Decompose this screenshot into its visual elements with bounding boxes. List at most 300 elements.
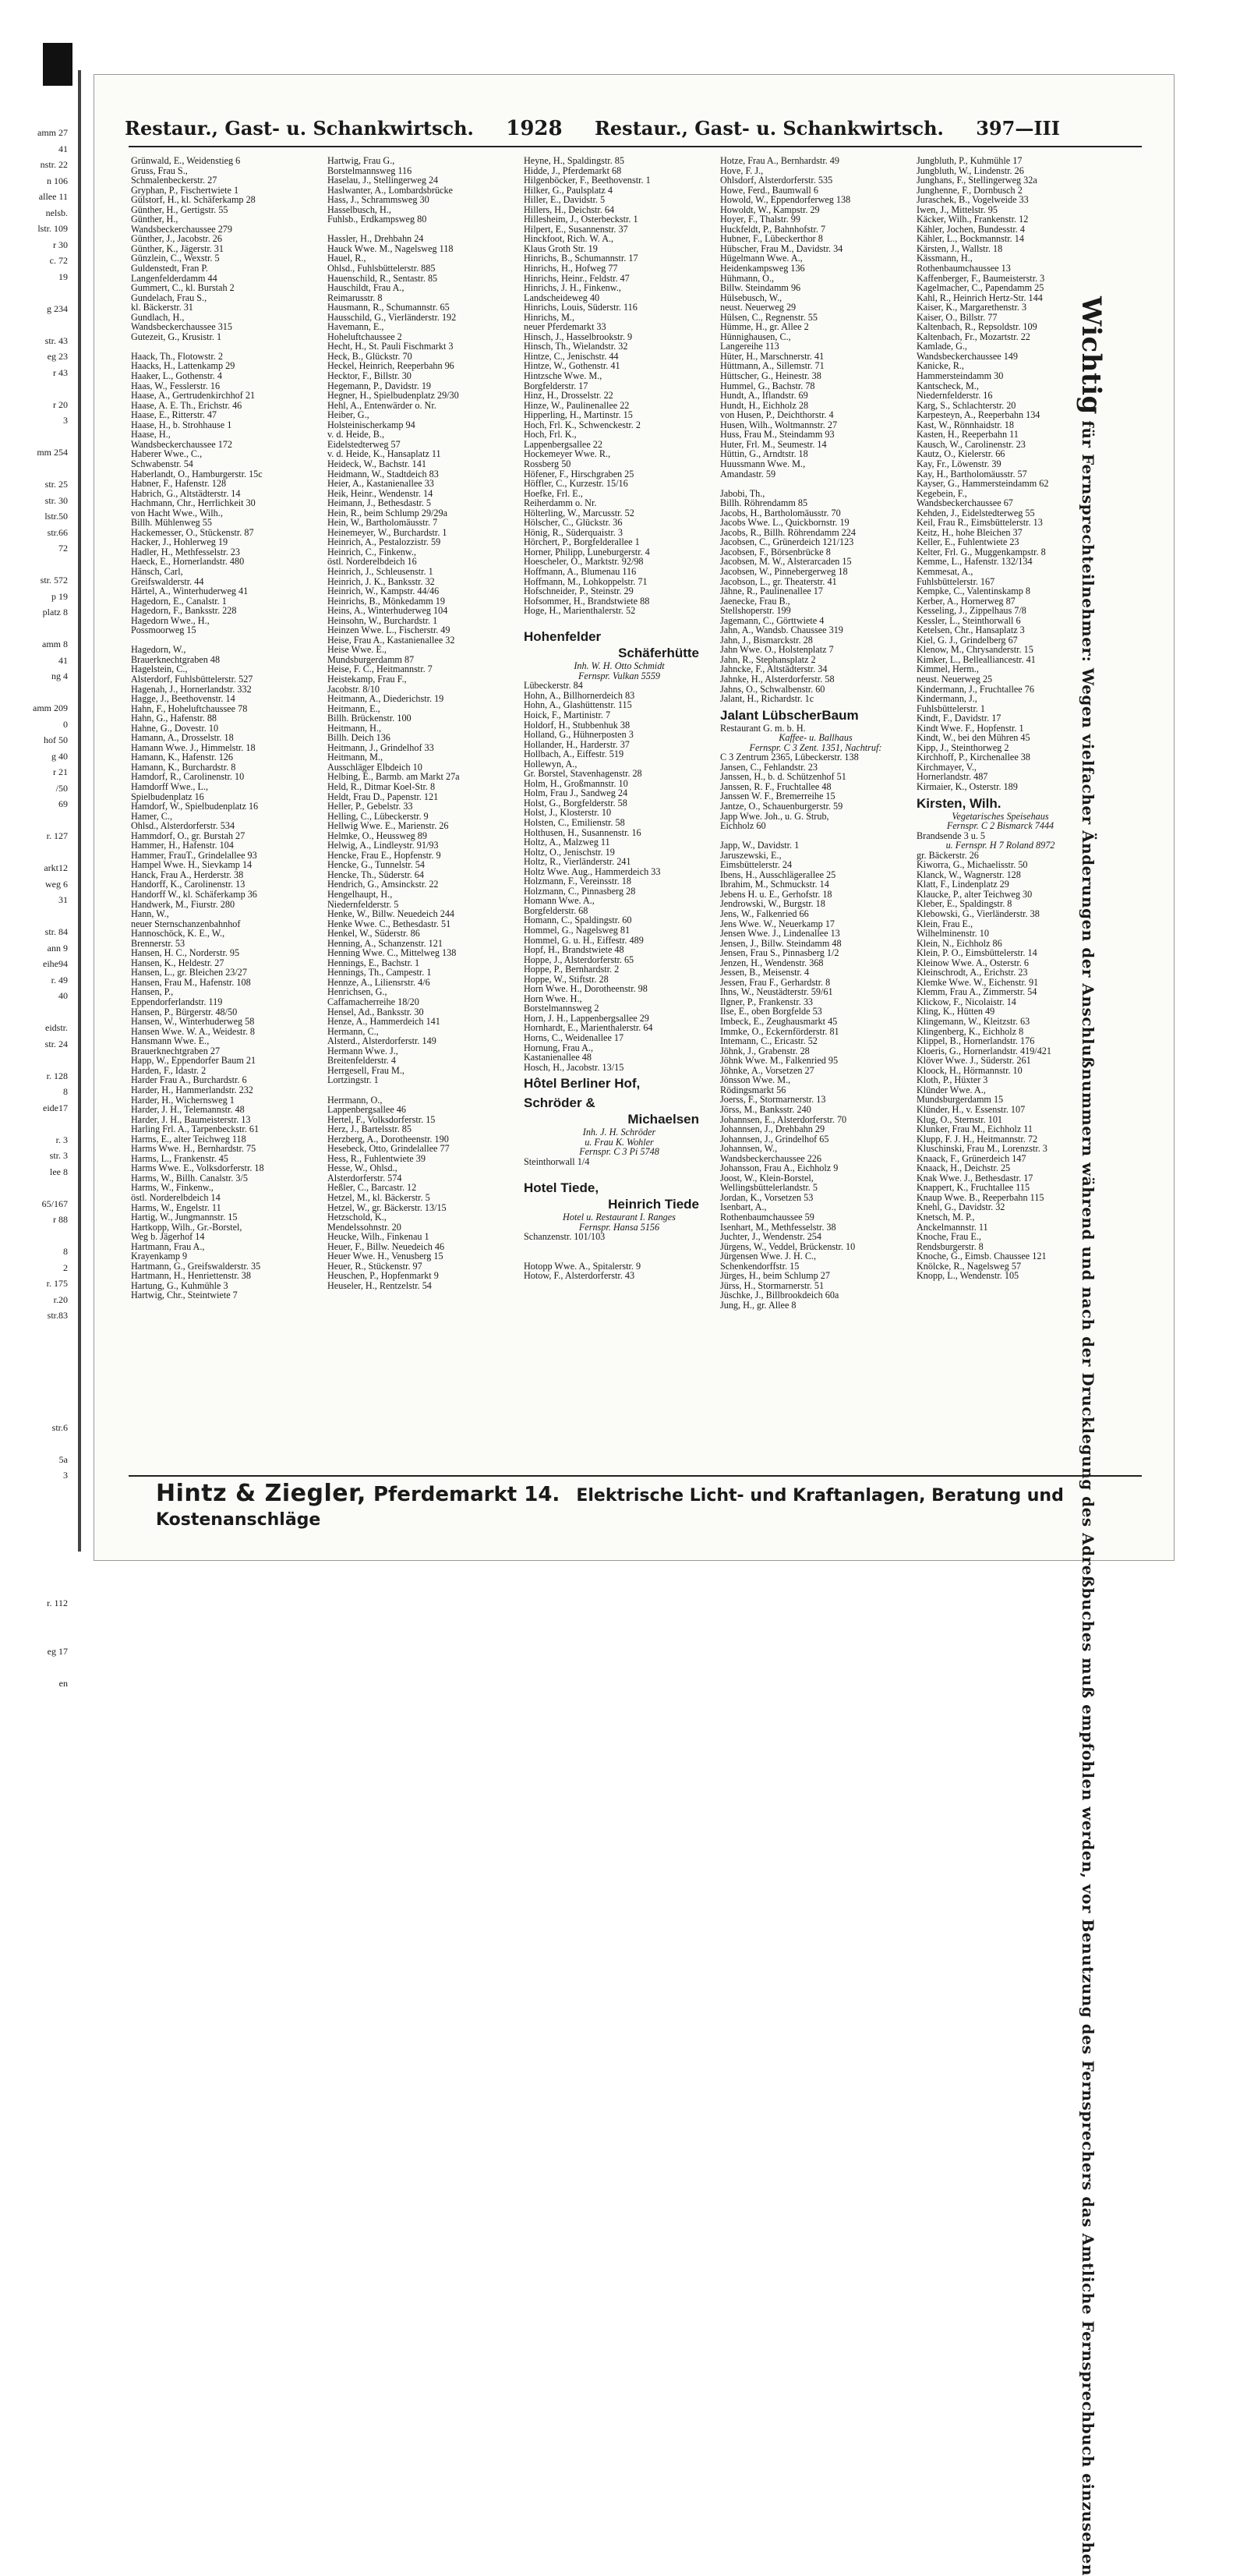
directory-entry: Kemmesat, A.,	[917, 565, 973, 577]
directory-entry: Borstelmannsweg 2	[524, 1003, 599, 1014]
directory-entry: Hadler, H., Methfesselstr. 23	[131, 546, 240, 557]
directory-entry: u. Fernspr. H 7 Roland 8972	[945, 840, 1055, 851]
directory-entry: Klein, P. O., Eimsbüttelerstr. 14	[917, 947, 1037, 959]
directory-entry: Inh. W. H. Otto Schmidt	[574, 660, 665, 672]
directory-entry: Hove, F. J.,	[720, 165, 764, 176]
directory-entry: Knopp, L., Wendenstr. 105	[917, 1270, 1019, 1282]
directory-entry: Grünwald, E., Weidenstieg 6	[131, 155, 241, 166]
directory-entry: neuer Pferdemarkt 33	[524, 321, 606, 333]
directory-entry: Hann, W.,	[131, 908, 169, 920]
directory-entry: Hannoschöck, K. E., W.,	[131, 928, 225, 939]
adjacent-page-fragment: r. 175	[46, 1278, 68, 1289]
directory-entry: kl. Bäckerstr. 31	[131, 302, 193, 313]
directory-entry: Heimann, J., Bethesdastr. 5	[327, 497, 432, 509]
directory-entry: Hohn, A., Glashüttenstr. 115	[524, 699, 632, 711]
adjacent-page-fragment: ng 4	[51, 671, 68, 681]
directory-entry: Hüter, H., Marschnerstr. 41	[720, 350, 825, 362]
adjacent-page-fragment: r 30	[53, 239, 68, 250]
directory-entry: Heise Wwe. E.,	[327, 644, 387, 656]
directory-entry: Hesse, W., Ohlsd.,	[327, 1162, 397, 1174]
directory-entry: Hülsen, C., Regnenstr. 55	[720, 311, 818, 323]
directory-entry: Jöhnk Wwe. M., Falkenried 95	[720, 1055, 839, 1067]
directory-entry: Hoick, F., Martinistr. 7	[524, 709, 611, 720]
directory-entry: gr. Bäckerstr. 26	[917, 849, 979, 861]
directory-entry: Jahn, J., Bismarckstr. 28	[720, 634, 813, 646]
directory-entry: Handorff, K., Carolinenstr. 13	[131, 879, 246, 890]
directory-entry: Haselau, J., Stellingerweg 24	[327, 175, 439, 186]
directory-entry: Hohn, A., Billhornerdeich 83	[524, 689, 635, 701]
directory-entry: Hollewyn, A.,	[524, 758, 578, 770]
directory-entry: Hoescheler, O., Marktstr. 92/98	[524, 556, 644, 568]
directory-entry: Stellshoperstr. 199	[720, 605, 791, 617]
adjacent-page-fragment: p 19	[51, 590, 68, 602]
directory-entry: Jöhnk, J., Grabenstr. 28	[720, 1045, 810, 1056]
directory-entry: Jabobi, Th.,	[720, 487, 765, 499]
adjacent-page-fragment: str.83	[47, 1310, 68, 1321]
footer-rule	[129, 1475, 1142, 1477]
directory-entry: Kausch, W., Carolinenstr. 23	[917, 438, 1026, 450]
adjacent-page-fragment: g 40	[51, 750, 68, 762]
directory-entry: Possmoorweg 15	[131, 625, 196, 636]
directory-entry: Henning, A., Schanzenstr. 121	[327, 937, 443, 949]
adjacent-page-fragment: eg 17	[47, 1645, 68, 1657]
header-left: Restaur., Gast- u. Schankwirtsch.	[125, 117, 474, 140]
directory-entry: Harder, J. H., Baumeisterstr. 13	[131, 1113, 251, 1125]
directory-entry: Johannsen, W.,	[720, 1143, 778, 1155]
directory-entry: Jacobs, R., Billh. Röhrendamm 224	[720, 526, 856, 538]
adjacent-page-fragment	[0, 380, 74, 397]
directory-entry: Jahn Wwe. O., Holstenplatz 7	[720, 644, 834, 656]
directory-entry: Langereihe 113	[720, 341, 779, 352]
adjacent-page-fragment: r.20	[53, 1293, 68, 1305]
directory-entry: Harms Wwe. E., Volksdorferstr. 18	[131, 1162, 264, 1174]
adjacent-page-fragment: 8	[63, 1246, 68, 1257]
directory-entry: Hencke, Frau E., Hopfenstr. 9	[327, 849, 441, 861]
directory-entry: Hansen, W., Winterhuderweg 58	[131, 1016, 255, 1028]
directory-entry: Hausschild, G., Vierländerstr. 192	[327, 311, 457, 323]
directory-entry: Ohlsdorf, Alsterdorferstr. 535	[720, 175, 833, 186]
directory-entry: Japp Wwe. Joh., u. G. Strub,	[720, 810, 829, 822]
directory-entry: Mendelssohnstr. 20	[327, 1221, 401, 1233]
directory-entry: neust. Neuerweg 29	[720, 302, 797, 313]
adjacent-page-fragment: eg 23	[47, 351, 68, 362]
directory-entry: Heistekamp, Frau F.,	[327, 673, 407, 685]
directory-entry: Landscheideweg 40	[524, 292, 600, 303]
directory-entry: Holdorf, H., Stubbenhuk 38	[524, 719, 631, 731]
directory-entry: Hänsch, Carl,	[131, 565, 183, 577]
adjacent-page-fragment	[0, 1531, 74, 1548]
directory-entry: Ohlsd., Fuhlsbüttelerstr. 885	[327, 263, 436, 274]
directory-entry: Holst, J., Klosterstr. 10	[524, 807, 612, 819]
directory-entry: Kloock, H., Hörmannstr. 10	[917, 1064, 1023, 1076]
directory-entry: Käcker, Wilh., Frankenstr. 12	[917, 214, 1029, 225]
directory-entry: Horner, Philipp, Luneburgerstr. 4	[524, 546, 650, 557]
directory-entry: Holtz, O., Jenischstr. 19	[524, 846, 615, 858]
directory-entry: Handwerk, M., Fiurstr. 280	[131, 898, 235, 910]
directory-entry: Kegebein, F.,	[917, 487, 967, 499]
directory-entry: Wandsbeckerchaussee 279	[131, 223, 232, 235]
directory-entry: Helbing, E., Barmb. am Markt 27a	[327, 771, 460, 783]
directory-entry: Jacobsen, C., Grünerdeich 121/123	[720, 536, 854, 548]
directory-entry: Jahncke, F., Altstädterstr. 34	[720, 663, 828, 675]
adjacent-page-fragment: lstr. 109	[37, 223, 68, 234]
directory-entry: Kautz, O., Kielerstr. 66	[917, 448, 1005, 460]
directory-entry: Henke Wwe. C., Bethesdastr. 51	[327, 918, 451, 929]
directory-entry: Heuschen, P., Hopfenmarkt 9	[327, 1270, 439, 1282]
adjacent-page-fragment: str.66	[47, 526, 68, 538]
directory-entry: Isenbart, A.,	[720, 1201, 767, 1213]
footer-advert	[156, 1480, 1091, 1530]
directory-entry: Harling Frl. A., Tarpenbeckstr. 61	[131, 1123, 260, 1135]
directory-entry: Knoche, G., Eimsb. Chaussee 121	[917, 1251, 1047, 1262]
directory-entry: Hockemeyer Wwe. R.,	[524, 448, 611, 460]
listing-column	[720, 156, 911, 1466]
directory-entry: Junghans, F., Stellingerweg 32a	[917, 175, 1037, 186]
directory-entry: Heucke, Wilh., Finkenau 1	[327, 1231, 429, 1243]
directory-entry: Heinrich, A., Pestalozzistr. 59	[327, 536, 441, 548]
directory-entry: Wandsbeckerchaussee 149	[917, 350, 1018, 362]
adjacent-page-fragment: 5a	[58, 1453, 68, 1465]
advert-heading: Hotel Tiede,	[524, 1180, 599, 1195]
adjacent-page-fragment: r 43	[53, 366, 68, 378]
adjacent-page-fragment	[0, 621, 74, 637]
directory-entry: Harms Wwe. H., Bernhardstr. 75	[131, 1143, 256, 1155]
directory-entry: Hoppe, J., Alsterdorferstr. 65	[524, 954, 634, 965]
adjacent-page-fragment	[0, 285, 74, 301]
directory-entry: Jahn, R., Stephansplatz 2	[720, 653, 816, 665]
directory-entry: Günther, H., Gertigstr. 55	[131, 203, 228, 215]
directory-entry: Kasten, H., Reeperbahn 11	[917, 429, 1019, 441]
directory-entry: Hintze, C., Jenischstr. 44	[524, 350, 619, 362]
adjacent-page-fragment: r 21	[53, 766, 68, 777]
page-gutter-line	[78, 70, 81, 1552]
directory-entry: Gülstorf, H., kl. Schäferkamp 28	[131, 194, 256, 206]
directory-entry	[524, 616, 715, 626]
adjacent-page-fragment	[0, 317, 74, 333]
adjacent-page-fragment: r. 49	[51, 974, 68, 985]
adjacent-page-fragment	[0, 1228, 74, 1244]
directory-entry: Haase, A., Gertrudenkirchhof 21	[131, 390, 256, 402]
directory-entry: Hoppe, P., Bernhardstr. 2	[524, 964, 620, 975]
advert-heading: Schröder &	[524, 1095, 595, 1111]
adjacent-page-fragment: mm 254	[37, 447, 68, 458]
directory-entry: Holtz, A., Malzweg 11	[524, 837, 610, 848]
directory-entry: Kimmel, Herm.,	[917, 663, 979, 675]
directory-entry: Huckfeldt, P., Bahnhofstr. 7	[720, 223, 826, 235]
directory-entry: Eppendorferlandstr. 119	[131, 996, 223, 1008]
directory-entry: Harms, W., Finkenw.,	[131, 1182, 214, 1194]
directory-entry: Hennings, E., Bachstr. 1	[327, 957, 420, 968]
directory-entry: Hinsch, Th., Wielandstr. 32	[524, 341, 628, 352]
directory-entry: Hoppe, W., Stiftstr. 28	[524, 973, 609, 985]
directory-entry: Reiherdamm o. Nr.	[524, 497, 597, 509]
directory-entry: Hornhardt, E., Marienthalerstr. 64	[524, 1022, 653, 1034]
header-right: Restaur., Gast- u. Schankwirtsch.	[594, 117, 944, 140]
directory-entry: Hagedorn, W.,	[131, 644, 186, 656]
directory-entry: Habner, F., Hafenstr. 128	[131, 478, 227, 490]
directory-entry: Klunker, Frau M., Eichholz 11	[917, 1123, 1033, 1135]
directory-entry: Hölscher, C., Glückstr. 36	[524, 517, 623, 529]
directory-entry: Jacobs, H., Bartholomäusstr. 70	[720, 507, 841, 518]
directory-entry: Klaus Groth Str. 19	[524, 242, 598, 254]
directory-entry: Hartmann, G., Greifswalderstr. 35	[131, 1260, 261, 1272]
directory-entry: Wandsbeckerchaussee 67	[917, 497, 1013, 509]
directory-entry: Hillers, H., Deichstr. 64	[524, 203, 615, 215]
adjacent-page-fragment: 2	[63, 1261, 68, 1273]
directory-entry: Haberlandt, O., Hamburgerstr. 15c	[131, 468, 263, 479]
directory-entry: Kässmann, H.,	[917, 253, 973, 264]
directory-entry: Heßler, C., Barcastr. 12	[327, 1182, 417, 1194]
directory-entry: Haberer Wwe., C.,	[131, 448, 203, 460]
directory-entry: Eidelstedterweg 57	[327, 438, 401, 450]
directory-entry	[524, 1242, 715, 1252]
directory-entry: Haaker, L., Gothenstr. 4	[131, 370, 222, 382]
directory-entry: Kleber, E., Spaldingstr. 8	[917, 898, 1012, 910]
directory-entry: Hachmann, Chr., Herrlichkeit 30	[131, 497, 256, 509]
directory-entry: Haase, E., Ritterstr. 47	[131, 409, 217, 421]
adjacent-page-fragment: eidstr.	[45, 1022, 68, 1033]
directory-entry: Hinrichs, B., Schumannstr. 17	[524, 253, 638, 264]
adjacent-page-fragment: n 106	[47, 175, 68, 186]
adjacent-page-fragment: 0	[63, 718, 68, 730]
directory-entry: Hegner, H., Spielbudenplatz 29/30	[327, 390, 459, 402]
directory-entry: Hoefke, Frl. E.,	[524, 487, 583, 499]
directory-entry: Jensen, Frau S., Pinnasberg 1/2	[720, 947, 839, 959]
adjacent-page-fragment	[0, 1580, 74, 1596]
directory-entry: Immke, O., Eckernförderstr. 81	[720, 1025, 839, 1037]
directory-entry: Brauerknechtgraben 48	[131, 653, 221, 665]
directory-entry: Fernspr. C 2 Bismarck 7444	[946, 820, 1054, 832]
directory-entry: Kerber, A., Hornerweg 87	[917, 595, 1016, 607]
directory-entry: Guldenstedt, Fran P.	[131, 263, 208, 274]
directory-entry: Huss, Frau M., Steindamm 93	[720, 429, 835, 441]
directory-entry: Borstelmannsweg 116	[327, 165, 412, 176]
directory-entry: Hotow, F., Alsterdorferstr. 43	[524, 1270, 635, 1282]
directory-entry: Kaltenbach, R., Repsoldstr. 109	[917, 321, 1037, 333]
directory-entry: Wandsbeckerchaussee 315	[131, 321, 232, 333]
directory-entry: Hansen Wwe. W. A., Weidestr. 8	[131, 1025, 256, 1037]
directory-entry: Holthusen, H., Susannenstr. 16	[524, 826, 641, 838]
directory-entry: Hansen, P.,	[131, 986, 174, 998]
directory-entry: Lappenbergsallee 22	[524, 438, 602, 450]
directory-entry: Ibens, H., Ausschlägerallee 25	[720, 869, 836, 880]
adjacent-page-fragment	[0, 844, 74, 861]
directory-entry: Heinsohn, W., Burchardstr. 1	[327, 614, 438, 626]
directory-entry: Holsteinischerkamp 94	[327, 419, 415, 430]
directory-entry: Helling, C., Lübeckerstr. 9	[327, 810, 429, 822]
directory-entry: Howold, W., Eppendorferweg 138	[720, 194, 851, 206]
directory-entry: Jens Wwe. W., Neuerkamp 17	[720, 918, 835, 929]
adjacent-page-fragment: str. 572	[40, 575, 68, 586]
directory-entry: Hopf, H., Brandstwiete 48	[524, 944, 624, 956]
directory-entry: Keller, E., Fuhlentwiete 23	[917, 536, 1019, 548]
directory-entry: Knehl, G., Davidstr. 32	[917, 1201, 1005, 1213]
directory-entry: Heinrich, W., Kampstr. 44/46	[327, 586, 440, 597]
directory-entry: Hollander, H., Harderstr. 37	[524, 738, 630, 750]
directory-entry: Hengelhaupt, H.,	[327, 889, 393, 901]
directory-entry: Hamdorf, W., Spielbudenplatz 16	[131, 801, 259, 812]
advert-heading: Kirsten, Wilh.	[917, 795, 1001, 811]
directory-entry: Kantscheck, M.,	[917, 380, 979, 391]
adjacent-page-fragment: r 88	[53, 1214, 68, 1225]
advert-heading: Hôtel Berliner Hof,	[524, 1076, 641, 1092]
directory-entry: Hansen, Frau M., Hafenstr. 108	[131, 976, 251, 988]
directory-entry: Heuer Wwe. H., Venusberg 15	[327, 1251, 443, 1262]
directory-entry: Greifswalderstr. 44	[131, 575, 204, 587]
directory-entry: Kindt, F., Davidstr. 17	[917, 713, 1001, 724]
directory-entry: Mundsburgerdamm 15	[917, 1094, 1004, 1106]
directory-entry: Fernspr. C 3 Pi 5748	[579, 1146, 659, 1158]
directory-entry: Henrichsen, G.,	[327, 986, 387, 998]
adjacent-page-fragment: 3	[63, 415, 68, 426]
directory-entry: Holst, G., Borgfelderstr. 58	[524, 797, 627, 809]
directory-entry: Hetzel, M., kl. Bäckerstr. 5	[327, 1191, 430, 1203]
directory-entry: Hipperling, H., Martinstr. 15	[524, 409, 633, 421]
directory-entry: Weg b. Jägerhof 14	[131, 1231, 205, 1243]
directory-entry: Horn Wwe. H., Dorotheenstr. 98	[524, 983, 648, 995]
adjacent-page-fragment: 41	[58, 143, 68, 154]
directory-entry: Gr. Borstel, Stavenhagenstr. 28	[524, 768, 642, 780]
directory-entry: Klemke Wwe. W., Eichenstr. 91	[917, 976, 1039, 988]
directory-entry: Jungbluth, P., Kuhmühle 17	[917, 155, 1023, 166]
directory-entry: Kleinow Wwe. A., Osterstr. 6	[917, 957, 1029, 968]
directory-entry: Hüttscher, G., Heinestr. 38	[720, 370, 821, 382]
directory-entry: neust. Neuerweg 25	[917, 673, 993, 685]
adjacent-page-fragment: lee 8	[50, 1166, 68, 1177]
directory-entry: Jebens H. u. E., Gerhofstr. 18	[720, 888, 832, 900]
directory-entry: Jacobson, L., gr. Theaterstr. 41	[720, 575, 837, 587]
adjacent-page-fragment: /50	[55, 782, 68, 794]
directory-entry: Jüschke, J., Billbrookdeich 60a	[720, 1290, 839, 1301]
directory-entry: Billh. Deich 136	[327, 732, 390, 744]
directory-entry: Hammer, FrauT., Grindelallee 93	[131, 849, 257, 861]
footer-tagline: Elektrische Licht- und Kraftanlagen, Beratung und Kostenanschläge	[156, 1486, 1064, 1530]
directory-entry: Heise, F. C., Heitmannstr. 7	[327, 663, 433, 675]
directory-entry: Helwig, A., Lindleystr. 91/93	[327, 840, 439, 851]
directory-entry: Homann, C., Spaldingstr. 60	[524, 915, 632, 926]
directory-entry: Kastanienallee 48	[524, 1052, 592, 1063]
adjacent-page-fragment: 19	[58, 271, 68, 282]
directory-entry: Klupp, F. J. H., Heitmannstr. 72	[917, 1133, 1038, 1145]
adjacent-page-fragment: str. 25	[44, 479, 68, 490]
directory-entry: Eimsbüttelerstr. 24	[720, 859, 793, 871]
directory-entry: Hinsch, J., Hasselbrookstr. 9	[524, 331, 633, 342]
adjacent-page-fragment: amm 8	[42, 639, 68, 649]
directory-entry: C 3 Zentrum 2365, Lübeckerstr. 138	[720, 752, 859, 763]
adjacent-page-fragment: allee 11	[38, 191, 68, 202]
directory-entry: Amandastr. 59	[720, 468, 776, 479]
vertical-notice	[1060, 296, 1115, 2576]
adjacent-page-fragment	[0, 1484, 74, 1500]
directory-entry	[327, 1085, 518, 1095]
directory-entry: Heuer, R., Stückenstr. 97	[327, 1260, 422, 1272]
directory-entry: Handorff W., kl. Schäferkamp 36	[131, 889, 257, 901]
directory-entry: Hidde, J., Pferdemarkt 68	[524, 165, 622, 176]
directory-entry: Holm, H., Großmannstr. 10	[524, 777, 628, 789]
directory-entry: Huter, Frl. M., Seumestr. 14	[720, 438, 827, 450]
directory-entry: Caffamacherreihe 18/20	[327, 996, 419, 1008]
directory-entry: Hoheluftchaussee 2	[327, 331, 402, 342]
directory-entry: Joerss, F., Stormarnerstr. 13	[720, 1094, 826, 1106]
directory-entry: Joost, W., Klein-Borstel,	[720, 1172, 814, 1184]
adjacent-page-fragment	[0, 1627, 74, 1644]
directory-entry: Hundt, H., Eichholz 28	[720, 399, 809, 411]
directory-entry: Klünder, H., v. Essenstr. 107	[917, 1103, 1026, 1115]
directory-entry: Hacker, J., Hohlerweg 19	[131, 536, 228, 548]
directory-entry: Hamann Wwe. J., Himmelstr. 18	[131, 741, 256, 753]
directory-entry: Heuer, F., Billw. Neuedeich 46	[327, 1240, 445, 1252]
directory-entry: Hahn, G., Hafenstr. 88	[131, 713, 217, 724]
directory-entry: Janssen, H., b. d. Schützenhof 51	[720, 771, 846, 783]
directory-entry: Henning Wwe. C., Mittelweg 138	[327, 947, 457, 959]
directory-entry: Niedernfelderstr. 16	[917, 390, 993, 402]
directory-entry: Hüttin, G., Arndtstr. 18	[720, 448, 808, 460]
directory-entry: östl. Norderelbdeich 14	[131, 1191, 221, 1203]
directory-entry: Kessler, L., Steinthorwall 6	[917, 614, 1021, 626]
listing-columns	[131, 156, 1129, 1481]
directory-entry: Janssen W. F., Bremerreihe 15	[720, 791, 835, 802]
directory-entry: Hönig, R., Süderquaistr. 3	[524, 526, 623, 538]
directory-entry: Fernspr. C 3 Zent. 1351, Nachtruf:	[749, 741, 882, 753]
directory-entry: Fernspr. Vulkan 5559	[578, 670, 661, 681]
directory-entry: Brauerknechtgraben 27	[131, 1045, 221, 1056]
directory-entry: Ohlsd., Alsterdorferstr. 534	[131, 820, 235, 832]
directory-entry: Billh. Brückenstr. 100	[327, 713, 412, 724]
directory-entry: Hetzel, W., gr. Bäckerstr. 13/15	[327, 1201, 447, 1213]
directory-entry: Hass, J., Schrammsweg 30	[327, 194, 429, 206]
directory-entry: Jahnke, H., Alsterdorferstr. 58	[720, 673, 835, 685]
adjacent-page-fragment: hof 50	[44, 734, 68, 745]
directory-entry: Fernspr. Hansa 5156	[578, 1221, 660, 1233]
directory-entry: Heidenkampsweg 136	[720, 263, 805, 274]
directory-entry: Kindermann, J., Fruchtallee 76	[917, 683, 1034, 695]
adjacent-page-fragment: nstr. 22	[40, 159, 68, 170]
directory-entry: Klingenberg, K., Eichholz 8	[917, 1025, 1024, 1037]
directory-entry: Breitenfelderstr. 4	[327, 1055, 396, 1067]
directory-entry: Kaffenberger, F., Baumeisterstr. 3	[917, 272, 1045, 284]
directory-entry: Hollbach, A., Eiffestr. 519	[524, 748, 624, 760]
directory-entry: Alsterd., Alsterdorferstr. 149	[327, 1035, 436, 1047]
directory-entry: Spielbudenplatz 16	[131, 791, 204, 802]
directory-entry: Homann Wwe. A.,	[524, 895, 595, 907]
directory-entry: Hartkopp, Wilh., Gr.-Borstel,	[131, 1221, 242, 1233]
adjacent-page-fragment: ann 9	[47, 942, 68, 954]
directory-entry: Schmalenbeckerstr. 27	[131, 175, 217, 186]
directory-entry: Hartig, W., Jungmannstr. 15	[131, 1212, 238, 1223]
directory-entry: Hendrich, G., Amsinckstr. 22	[327, 879, 439, 890]
directory-entry: Husen, Wilh., Woltmannstr. 27	[720, 419, 838, 430]
directory-entry: Hauck Wwe. M., Nagelsweg 118	[327, 242, 454, 254]
adjacent-page-fragment: nelsb.	[45, 207, 68, 218]
directory-entry: Horns, C., Weidenallee 17	[524, 1032, 624, 1044]
directory-entry: Keitz, H., hohe Bleichen 37	[917, 526, 1023, 538]
directory-entry: Jürgensen Wwe. J. H. C.,	[720, 1251, 817, 1262]
directory-entry: Klatt, F., Lindenplatz 29	[917, 879, 1009, 890]
directory-entry: Imbeck, E., Zeughausmarkt 45	[720, 1016, 838, 1028]
directory-entry: Schenkendorffstr. 15	[720, 1260, 800, 1272]
directory-entry: Kling, K., Hütten 49	[917, 1006, 995, 1017]
directory-entry: Jahn, A., Wandsb. Chaussee 319	[720, 625, 843, 636]
directory-entry: Holzmann, C., Pinnasberg 28	[524, 885, 636, 897]
directory-entry: Alsterdorferstr. 574	[327, 1172, 402, 1184]
directory-entry: Brandsende 3 u. 5	[917, 830, 986, 841]
directory-entry: Haase, H., b. Strohhause 1	[131, 419, 232, 430]
advert-heading: Hohenfelder	[524, 629, 602, 645]
directory-entry: Hühmann, O.,	[720, 272, 775, 284]
directory-entry: Hotel u. Restaurant I. Ranges	[563, 1211, 676, 1223]
directory-entry: Lübeckerstr. 84	[524, 680, 583, 692]
directory-entry: Herrgesell, Frau M.,	[327, 1064, 404, 1076]
